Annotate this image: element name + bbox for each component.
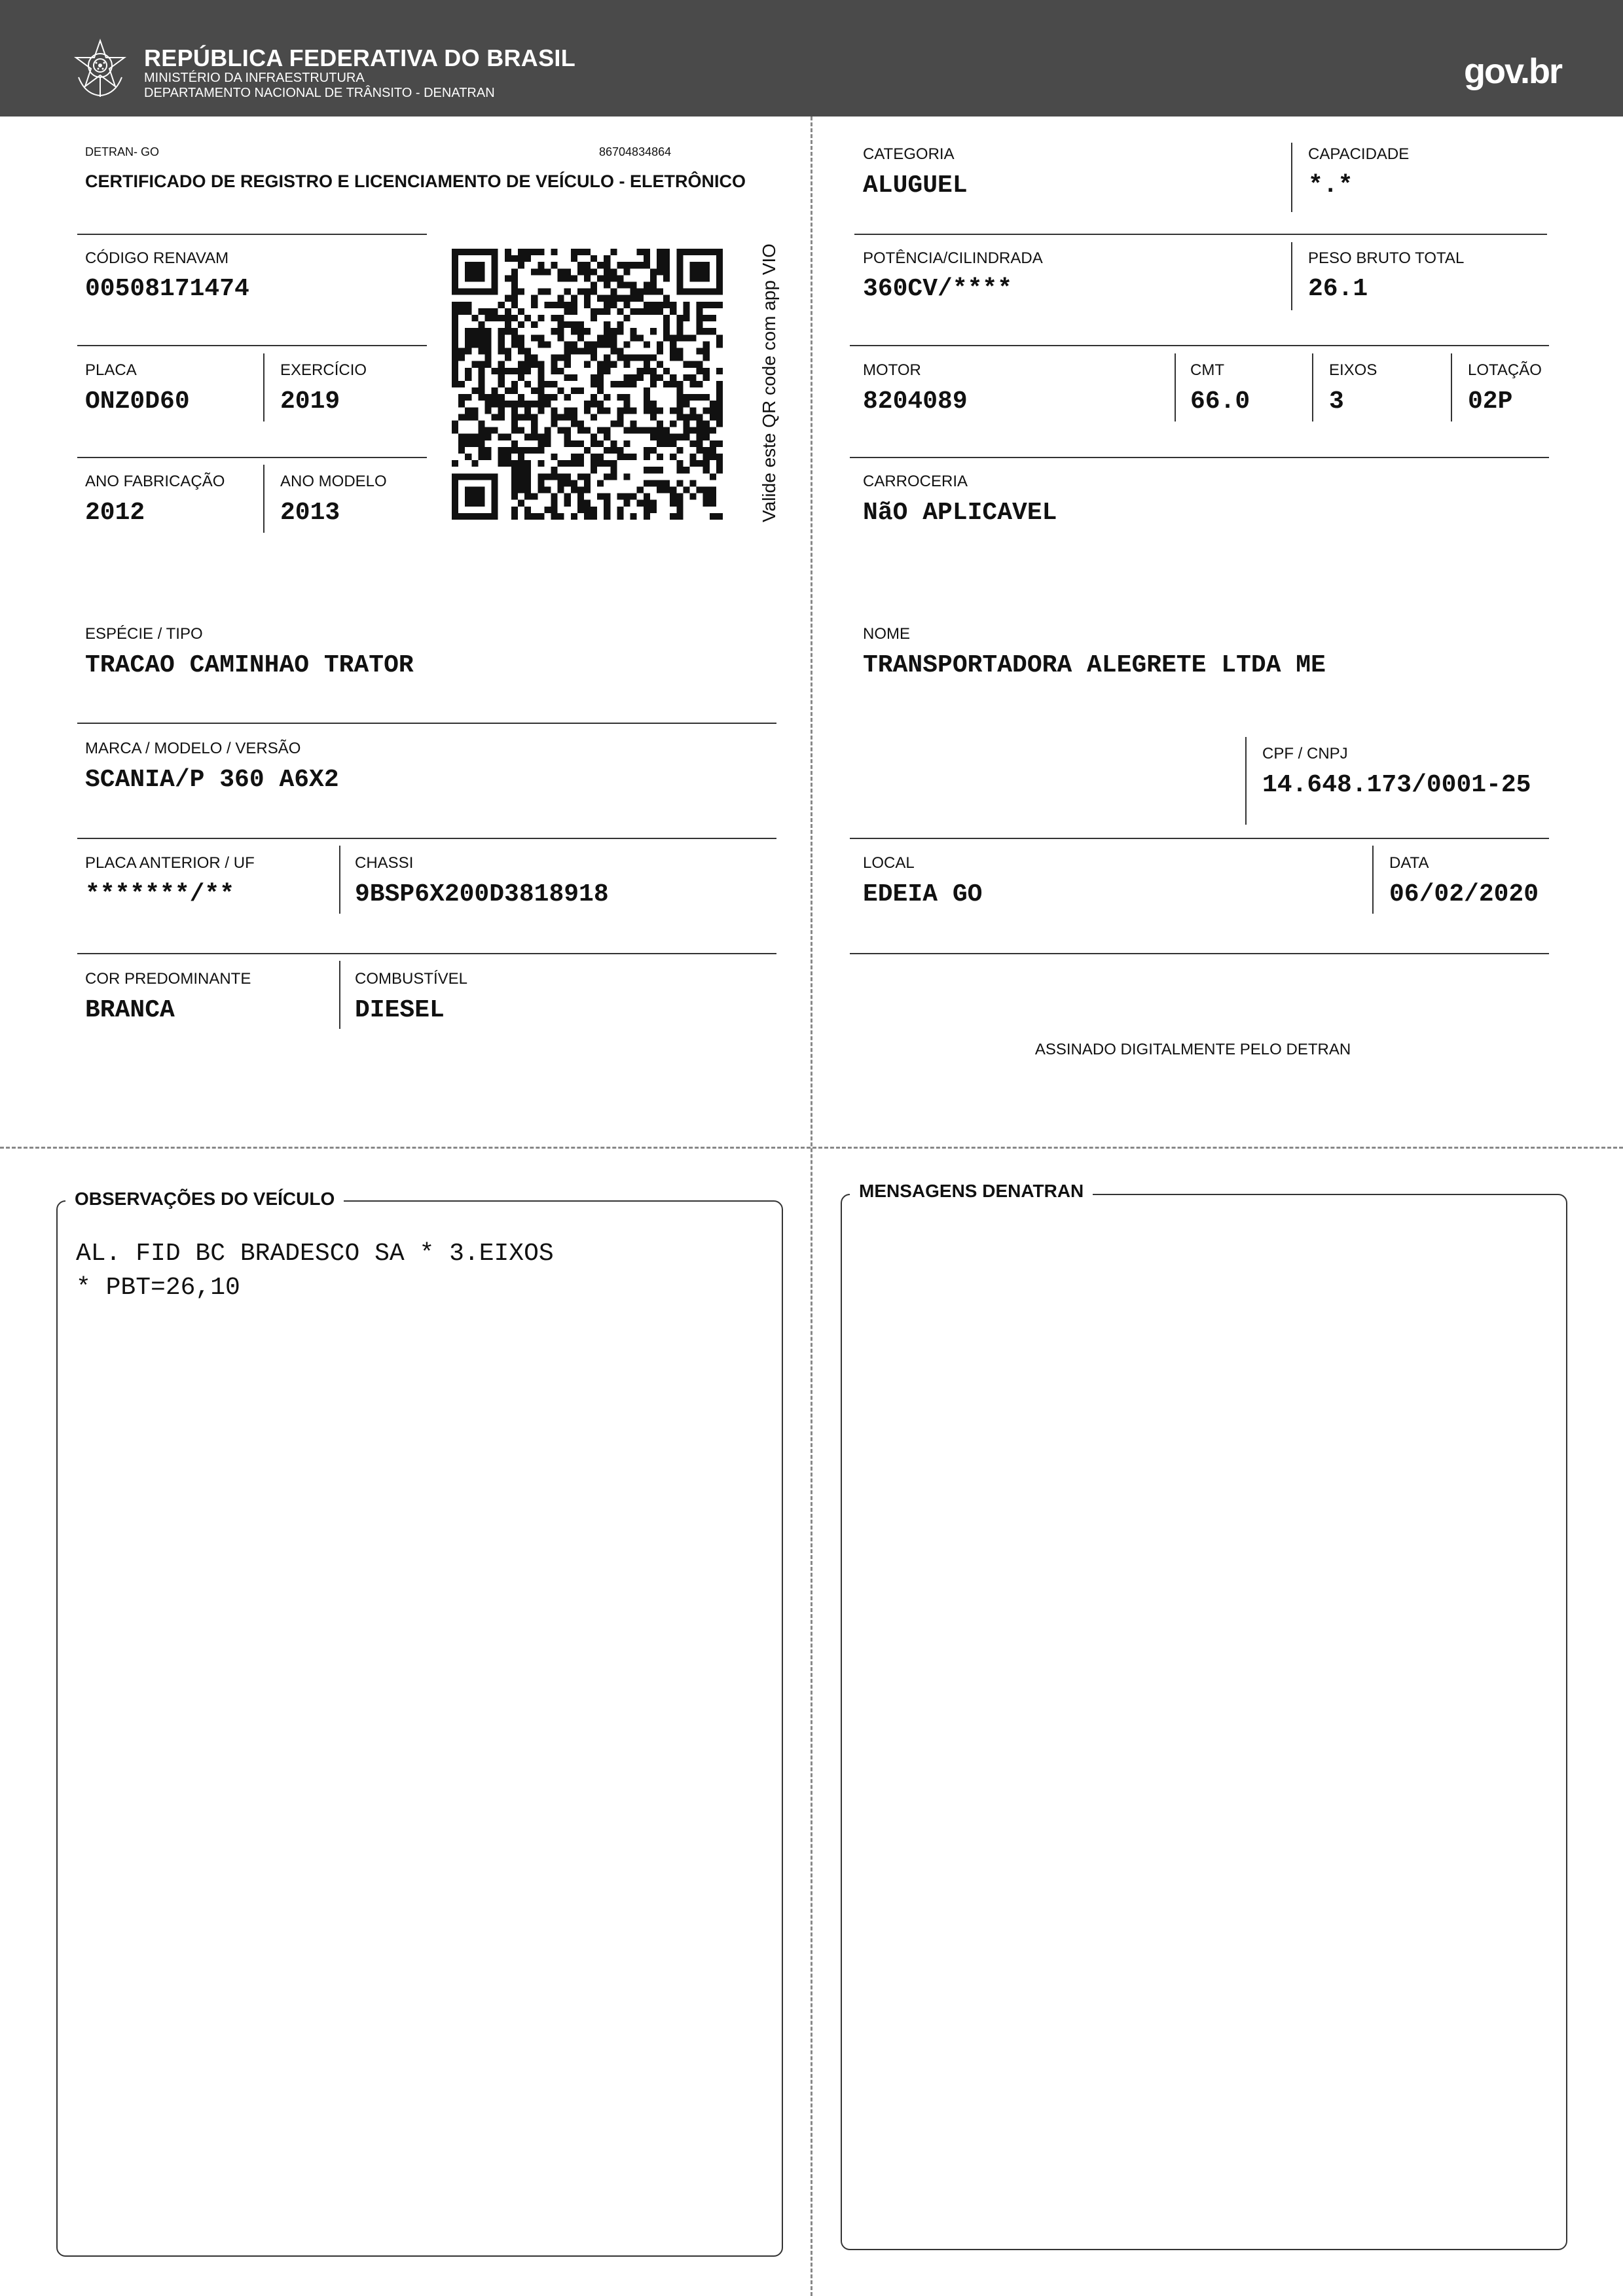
cmt-label: CMT <box>1190 361 1224 379</box>
mensagens-box <box>841 1194 1567 2250</box>
divider <box>1175 353 1176 422</box>
vertical-cut-line <box>811 117 812 2296</box>
data-label: DATA <box>1389 854 1429 872</box>
marca-value: SCANIA/P 360 A6X2 <box>85 766 339 794</box>
qr-code <box>452 249 723 520</box>
divider <box>1245 737 1247 825</box>
divider <box>850 953 1549 954</box>
potencia-label: POTÊNCIA/CILINDRADA <box>863 249 1043 267</box>
cpf-label: CPF / CNPJ <box>1262 745 1348 762</box>
local-label: LOCAL <box>863 854 915 872</box>
motor-value: 8204089 <box>863 387 968 416</box>
placa-value: ONZ0D60 <box>85 387 190 416</box>
especie-label: ESPÉCIE / TIPO <box>85 625 203 643</box>
divider <box>1291 242 1292 310</box>
qr-caption: Valide este QR code com app VIO <box>759 243 779 522</box>
observacoes-text: AL. FID BC BRADESCO SA * 3.EIXOS * PBT=26,10 <box>76 1240 554 1302</box>
data-value: 06/02/2020 <box>1389 880 1539 908</box>
divider <box>1312 353 1313 422</box>
local-value: EDEIA GO <box>863 880 983 908</box>
nome-label: NOME <box>863 625 910 643</box>
especie-value: TRACAO CAMINHAO TRATOR <box>85 651 414 679</box>
certificate-number: 86704834864 <box>599 145 672 158</box>
mensagens-title: MENSAGENS DENATRAN <box>850 1181 1093 1202</box>
placa-anterior-label: PLACA ANTERIOR / UF <box>85 854 255 872</box>
exercicio-label: EXERCÍCIO <box>280 361 367 379</box>
capacidade-value: *.* <box>1308 171 1353 200</box>
horizontal-cut-line <box>0 1147 1623 1149</box>
header-department: DEPARTAMENTO NACIONAL DE TRÂNSITO - DENATRAN <box>144 86 495 100</box>
divider <box>339 961 340 1029</box>
divider <box>77 234 427 235</box>
combustivel-label: COMBUSTÍVEL <box>355 970 468 988</box>
brazil-coat-of-arms-icon <box>72 38 128 98</box>
lotacao-value: 02P <box>1468 387 1513 416</box>
header-title: REPÚBLICA FEDERATIVA DO BRASIL <box>144 45 576 71</box>
observacoes-title: OBSERVAÇÕES DO VEÍCULO <box>65 1189 344 1210</box>
chassi-label: CHASSI <box>355 854 414 872</box>
divider <box>77 838 776 839</box>
renavam-label: CÓDIGO RENAVAM <box>85 249 229 267</box>
peso-value: 26.1 <box>1308 275 1368 303</box>
ano-modelo-label: ANO MODELO <box>280 473 387 490</box>
motor-label: MOTOR <box>863 361 921 379</box>
divider <box>850 838 1549 839</box>
cor-value: BRANCA <box>85 996 175 1024</box>
divider <box>77 953 776 954</box>
nome-value: TRANSPORTADORA ALEGRETE LTDA ME <box>863 651 1326 679</box>
ano-fabricacao-value: 2012 <box>85 499 145 527</box>
chassi-value: 9BSP6X200D3818918 <box>355 880 609 908</box>
govbr-logo: gov.br <box>1464 52 1561 91</box>
divider <box>850 457 1549 458</box>
peso-label: PESO BRUTO TOTAL <box>1308 249 1465 267</box>
cmt-value: 66.0 <box>1190 387 1250 416</box>
divider <box>339 846 340 914</box>
divider <box>77 345 427 346</box>
carroceria-label: CARROCERIA <box>863 473 968 490</box>
marca-label: MARCA / MODELO / VERSÃO <box>85 740 301 757</box>
header-bar <box>0 0 1623 117</box>
eixos-value: 3 <box>1329 387 1344 416</box>
ano-fabricacao-label: ANO FABRICAÇÃO <box>85 473 225 490</box>
divider <box>854 234 1547 235</box>
divider <box>1291 143 1292 212</box>
cpf-value: 14.648.173/0001-25 <box>1262 771 1531 799</box>
categoria-label: CATEGORIA <box>863 145 955 163</box>
issuer-label: DETRAN- GO <box>85 145 160 158</box>
placa-anterior-value: *******/** <box>85 880 235 908</box>
combustivel-value: DIESEL <box>355 996 445 1024</box>
certificate-title: CERTIFICADO DE REGISTRO E LICENCIAMENTO DE VEÍCULO - ELETRÔNICO <box>85 171 746 191</box>
ano-modelo-value: 2013 <box>280 499 340 527</box>
cor-label: COR PREDOMINANTE <box>85 970 251 988</box>
signed-note: ASSINADO DIGITALMENTE PELO DETRAN <box>1034 1041 1351 1058</box>
exercicio-value: 2019 <box>280 387 340 416</box>
divider <box>77 457 427 458</box>
placa-label: PLACA <box>85 361 137 379</box>
observacoes-box <box>56 1200 783 2257</box>
eixos-label: EIXOS <box>1329 361 1377 379</box>
divider <box>263 353 264 422</box>
qr-modules <box>452 249 723 520</box>
header-ministry: MINISTÉRIO DA INFRAESTRUTURA <box>144 71 365 85</box>
capacidade-label: CAPACIDADE <box>1308 145 1410 163</box>
divider <box>77 723 776 724</box>
divider <box>1372 846 1374 914</box>
carroceria-value: NãO APLICAVEL <box>863 499 1057 527</box>
renavam-value: 00508171474 <box>85 275 249 303</box>
divider <box>1451 353 1452 422</box>
potencia-value: 360CV/**** <box>863 275 1013 303</box>
lotacao-label: LOTAÇÃO <box>1468 361 1542 379</box>
divider <box>850 345 1549 346</box>
categoria-value: ALUGUEL <box>863 171 968 200</box>
divider <box>263 465 264 533</box>
